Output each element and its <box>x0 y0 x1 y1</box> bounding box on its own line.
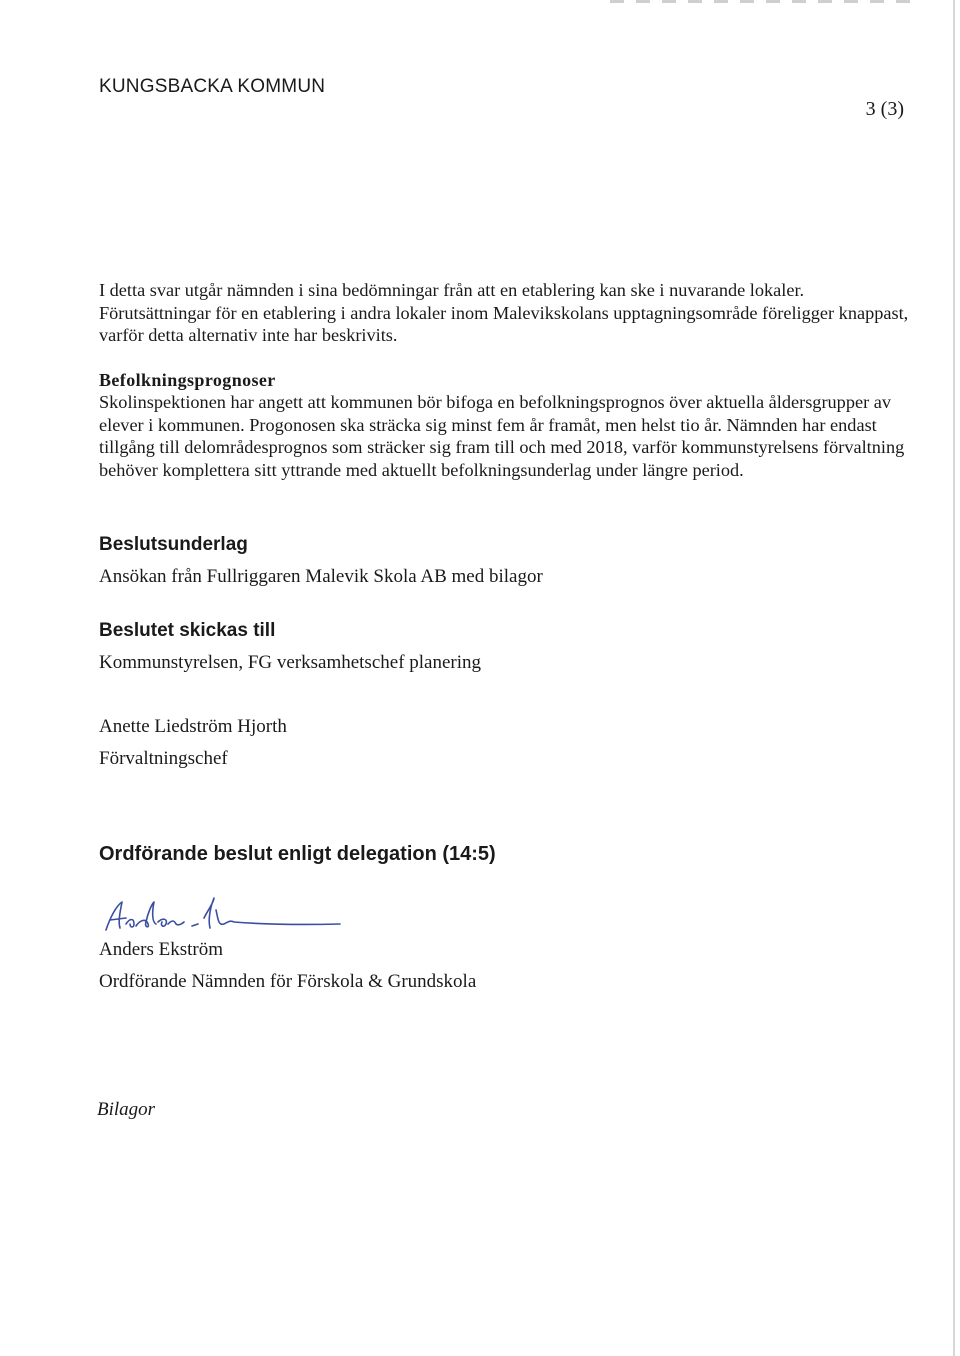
beslutsunderlag-heading: Beslutsunderlag <box>99 534 248 555</box>
befolkning-paragraph: Skolinspektionen har angett att kommunen bör bifoga en befolkningsprognos över aktuella åldersgrupper av elever i kommunen. Progonosen ska sträcka sig minst fem år framåt, men helst tio år. Nämnden har endast tillgång till delområdesprognos som sträcker sig fram till och med 2018, varför kommunstyrelsens förvaltning behöver komplettera sitt yttrande med aktuellt befolkningsunderlag under längre period. <box>99 392 905 480</box>
signatory-name: Anette Liedström Hjorth <box>99 716 287 737</box>
page-number: 3 (3) <box>865 98 904 120</box>
attachments-label: Bilagor <box>97 1099 156 1120</box>
beslutet-skickas-text: Kommunstyrelsen, FG verksamhetschef planering <box>99 652 482 673</box>
delegation-heading: Ordförande beslut enligt delegation (14:5) <box>99 843 496 865</box>
scan-edge-right <box>953 0 955 1356</box>
scan-edge-top <box>610 0 910 3</box>
beslutet-skickas-heading: Beslutet skickas till <box>99 620 276 641</box>
signatory-title: Förvaltningschef <box>99 748 228 769</box>
chair-name: Anders Ekström <box>99 939 224 960</box>
befolkning-heading: Befolkningsprognoser <box>99 370 276 390</box>
handwritten-signature <box>100 888 350 938</box>
beslutsunderlag-text: Ansökan från Fullriggaren Malevik Skola AB med bilagor <box>99 566 543 587</box>
chair-title: Ordförande Nämnden för Förskola & Grundskola <box>99 971 477 992</box>
organization-header: KUNGSBACKA KOMMUN <box>99 76 326 97</box>
intro-paragraph: I detta svar utgår nämnden i sina bedömningar från att en etablering kan ske i nuvarande lokaler. Förutsättningar för en etablering i andra lokaler inom Malevikskolans upptagningsområde föreligger knappast, varför detta alternativ inte har beskrivits. <box>99 280 909 345</box>
